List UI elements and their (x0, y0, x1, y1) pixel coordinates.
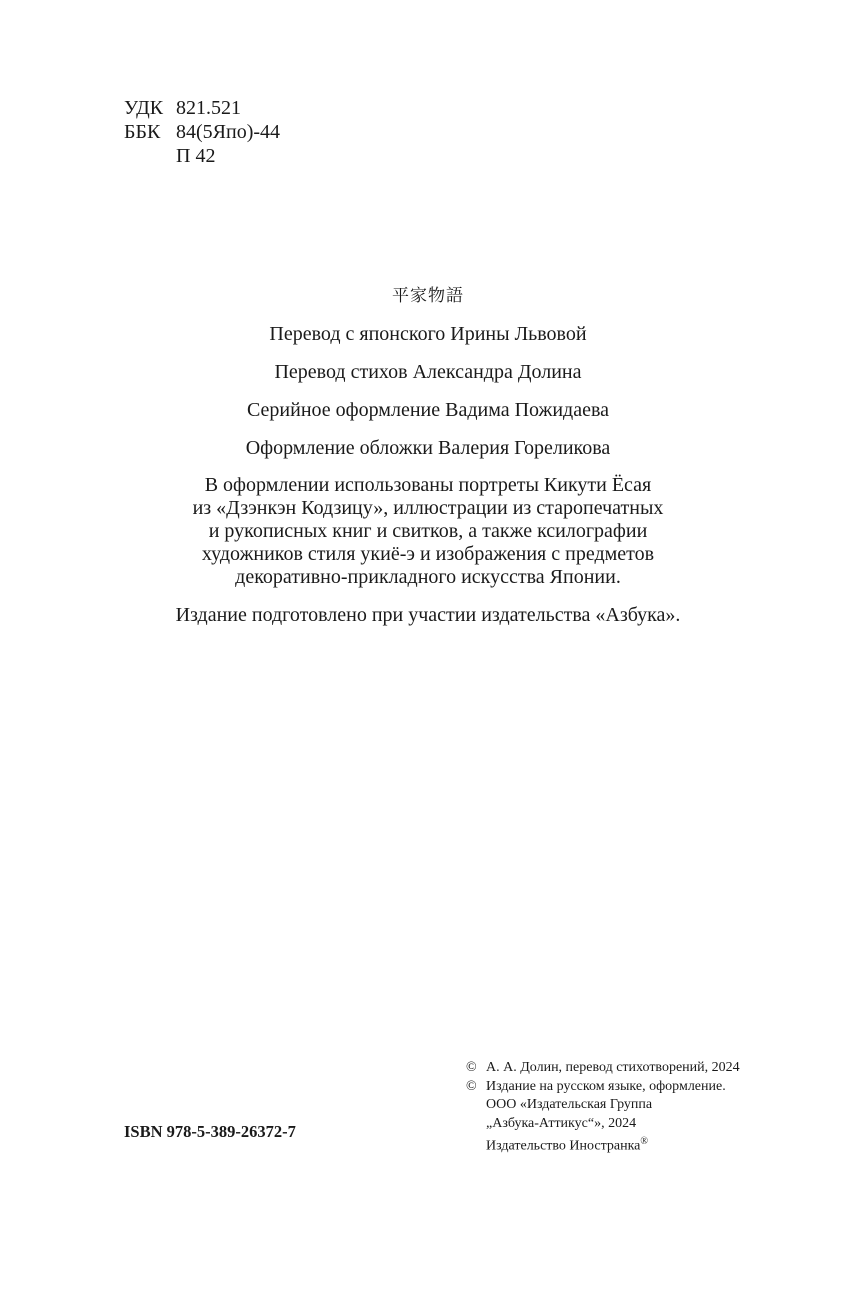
udk-value: 821.521 (176, 97, 241, 119)
bbk-value: 84(5Япо)-44 (176, 121, 281, 143)
copyright-mark: © (466, 1060, 477, 1075)
publisher-note: Издание подготовлено при участии издательства «Азбука». (175, 604, 681, 626)
design-note-line: декоративно-прикладного искусства Японии. (235, 566, 621, 588)
copyright-text: „Азбука-Аттикус“», 2024 (486, 1115, 637, 1131)
isbn: ISBN 978-5-389-26372-7 (124, 1122, 296, 1141)
library-classification (124, 96, 280, 168)
copyright-text: Издание на русском языке, оформление. (486, 1078, 726, 1094)
bbk-row (124, 120, 280, 144)
registered-mark: ® (640, 1136, 648, 1147)
copyright-line (466, 1115, 740, 1134)
design-note-line: В оформлении использованы портреты Кикути Ёсая (204, 474, 652, 496)
bbk-label: ББК (124, 121, 161, 143)
author-mark-row (124, 144, 280, 168)
copyright-line (466, 1059, 740, 1078)
design-note (0, 474, 856, 589)
udk-label: УДК (124, 97, 164, 119)
copyright-block (466, 1059, 740, 1156)
translator-credit: Перевод с японского Ирины Львовой (269, 323, 587, 345)
original-title: 平家物語 (392, 286, 464, 306)
copyright-text (486, 1133, 648, 1156)
series-design-credit: Серийное оформление Вадима Пожидаева (246, 399, 610, 421)
publisher-name: Издательство Иностранка (486, 1138, 641, 1154)
copyright-text: ООО «Издательская Группа (486, 1097, 653, 1112)
copyright-mark: © (466, 1078, 477, 1094)
copyright-text: А. А. Долин, перевод стихотворений, 2024 (486, 1060, 740, 1075)
design-note-line: художников стиля укиё-э и изображения с предметов (201, 543, 655, 565)
credits-block (0, 284, 856, 627)
cover-design-credit: Оформление обложки Валерия Гореликова (245, 437, 611, 459)
poetry-translator-credit: Перевод стихов Александра Долина (274, 361, 582, 383)
udk-row (124, 96, 280, 120)
author-mark: П 42 (176, 145, 216, 167)
copyright-line (466, 1078, 740, 1097)
design-note-line: из «Дзэнкэн Кодзицу», иллюстрации из старопечатных (192, 497, 664, 519)
copyright-line (466, 1133, 740, 1156)
copyright-line (466, 1096, 740, 1115)
design-note-line: и рукописных книг и свитков, а также ксилографии (208, 520, 648, 542)
